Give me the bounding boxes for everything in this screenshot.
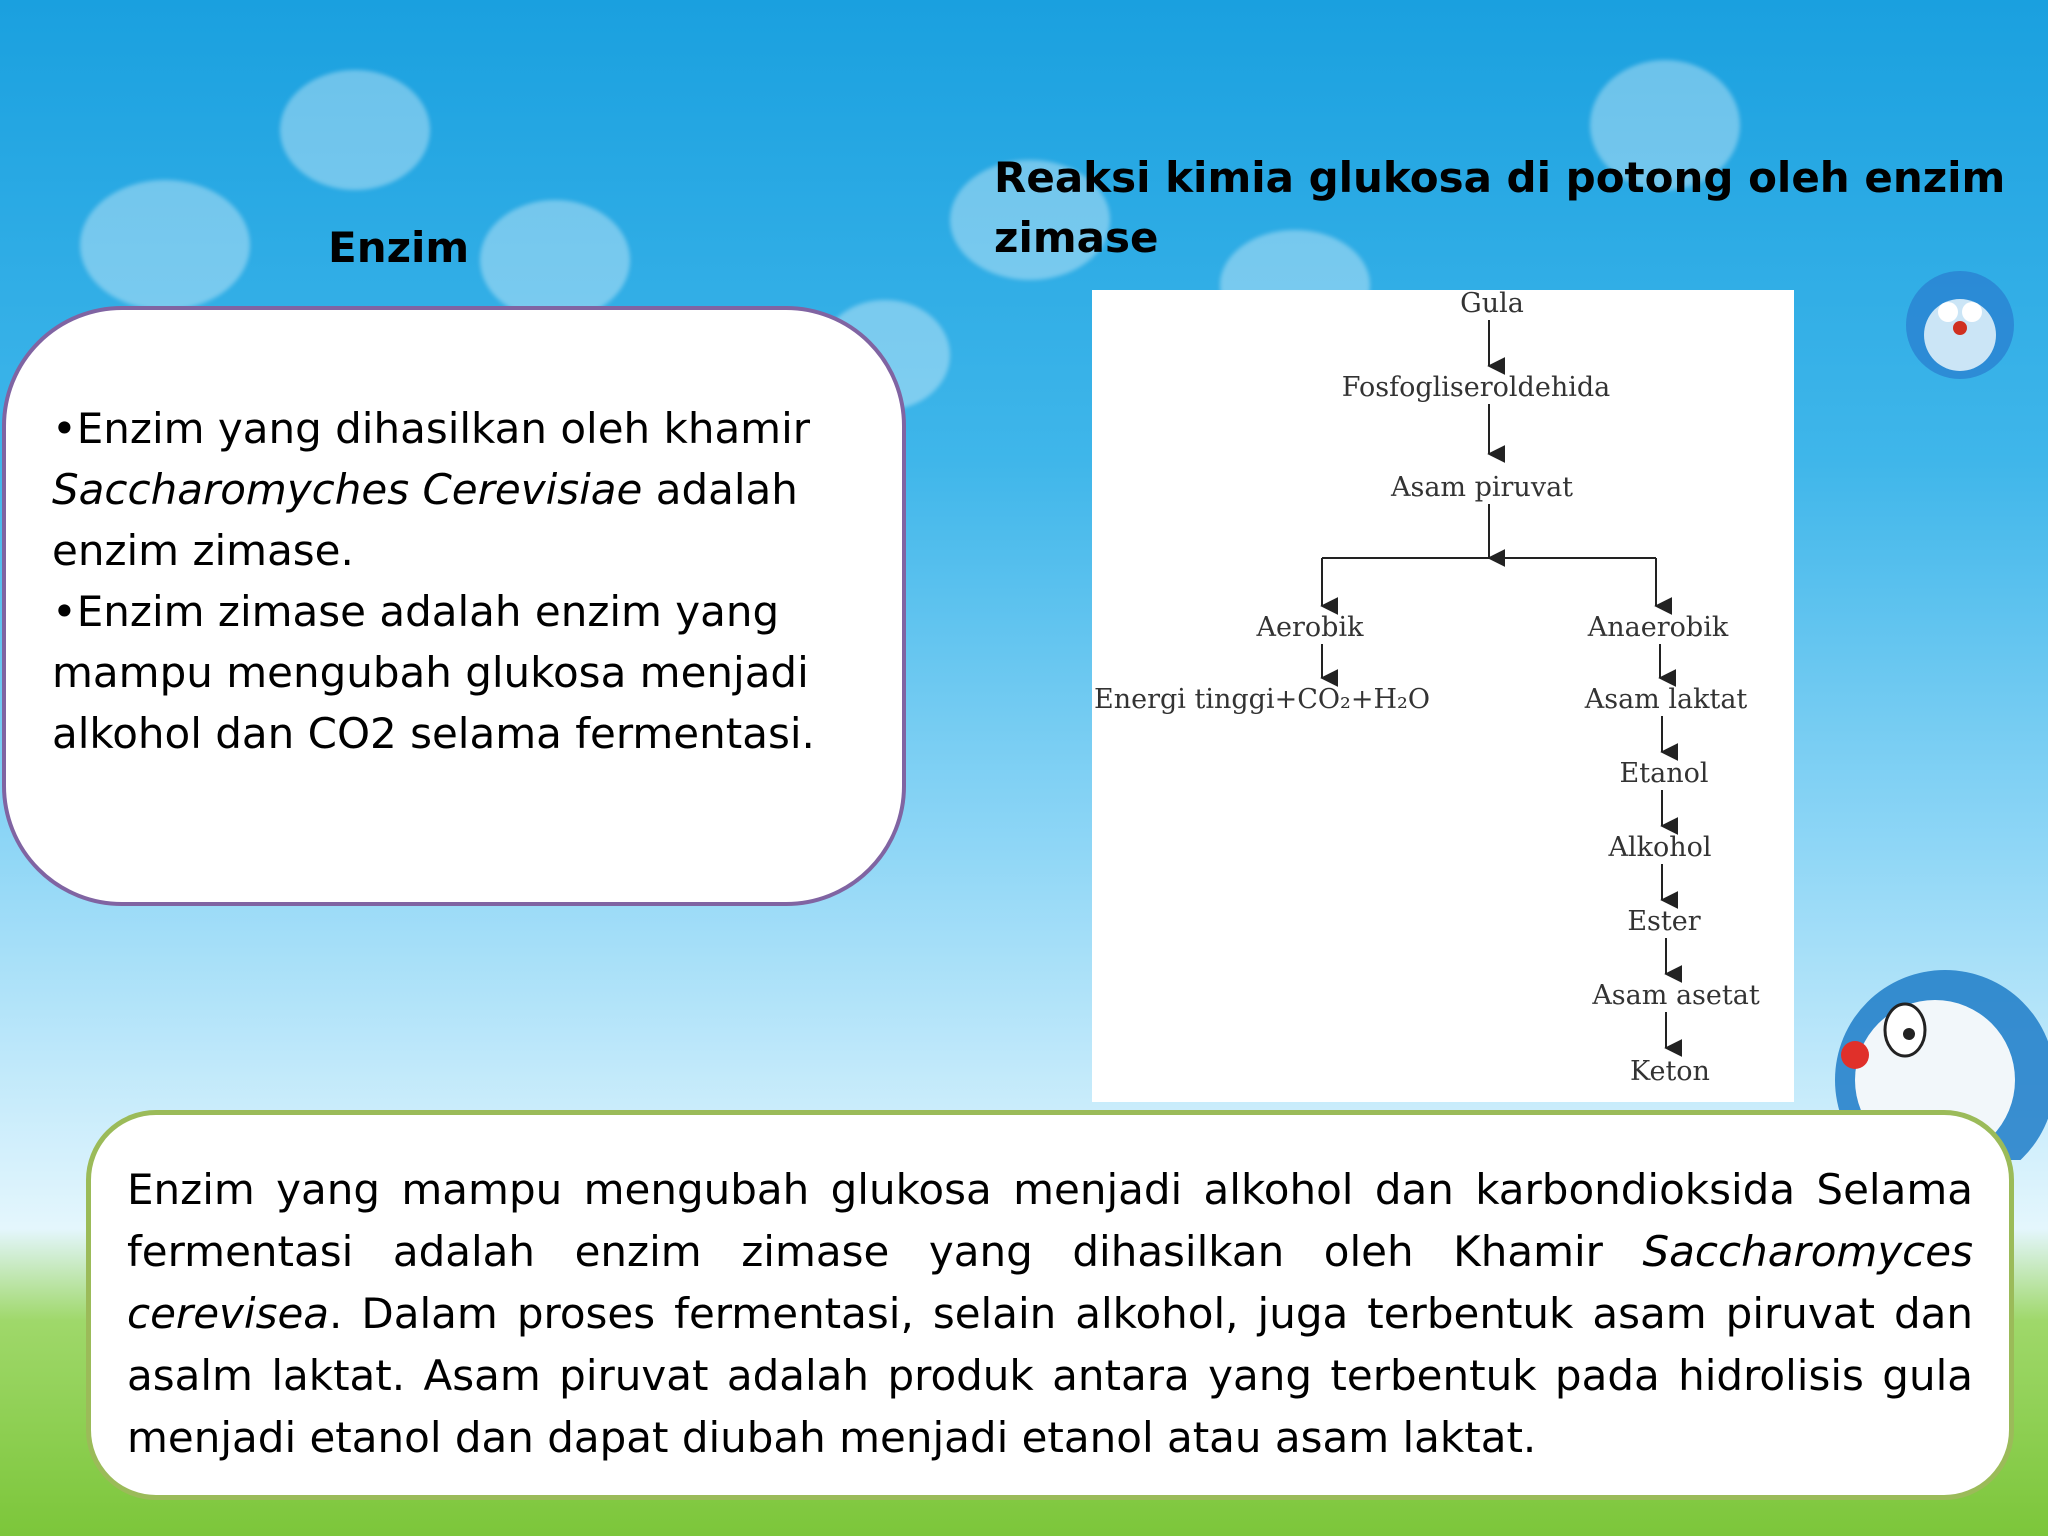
node-asam-asetat: Asam asetat — [1592, 980, 1760, 1011]
bullet-1-suffix: adalah enzim zimase. — [52, 465, 798, 575]
node-asam-laktat: Asam laktat — [1584, 684, 1748, 715]
enzim-info-box — [2, 306, 906, 906]
node-etanol: Etanol — [1619, 758, 1709, 789]
right-title-line1: Reaksi kimia glukosa di potong oleh enzim — [994, 153, 2006, 202]
node-alkohol: Alkohol — [1608, 832, 1712, 863]
summary-box — [86, 1110, 2014, 1500]
right-title — [994, 148, 2005, 268]
node-ester: Ester — [1627, 906, 1701, 937]
bullet-1-text: •Enzim yang dihasilkan oleh khamir — [52, 404, 811, 453]
cloud-decoration — [280, 70, 430, 190]
bullet-1-species: Saccharomyches Cerevisiae — [52, 465, 643, 514]
reaction-diagram — [1092, 290, 1794, 1102]
summary-text-2: . Dalam proses fermentasi, selain alkohol, juga terbentuk asam piruvat dan asalm laktat. Asam piruvat adalah produk antara yang terbentuk pada hidrolisis gula menjadi etanol dan dapat diubah menjadi etanol atau asam laktat. — [127, 1289, 1973, 1462]
left-title: Enzim — [328, 223, 470, 272]
cloud-decoration — [480, 200, 630, 320]
character-decoration-top — [1900, 250, 2018, 400]
right-title-line2: zimase — [994, 213, 1159, 262]
node-energi: Energi tinggi+CO₂+H₂O — [1094, 684, 1430, 715]
node-gula: Gula — [1460, 290, 1524, 319]
node-asam-piruvat: Asam piruvat — [1390, 472, 1574, 503]
node-keton: Keton — [1630, 1056, 1710, 1087]
summary-species: Saccharomyces cerevisea — [127, 1227, 1973, 1338]
cloud-decoration — [80, 180, 250, 310]
bullet-2: •Enzim zimase adalah enzim yang mampu mengubah glukosa menjadi alkohol dan CO2 selama fermentasi. — [52, 587, 815, 758]
bullet-1 — [52, 398, 856, 581]
node-aerobik: Aerobik — [1256, 612, 1364, 643]
summary-text-1: Enzim yang mampu mengubah glukosa menjadi alkohol dan karbondioksida Selama fermentasi adalah enzim zimase yang dihasilkan oleh Khamir — [127, 1165, 1973, 1276]
node-fosfogliseroldehida: Fosfogliseroldehida — [1341, 372, 1611, 403]
node-anaerobik: Anaerobik — [1587, 612, 1729, 643]
